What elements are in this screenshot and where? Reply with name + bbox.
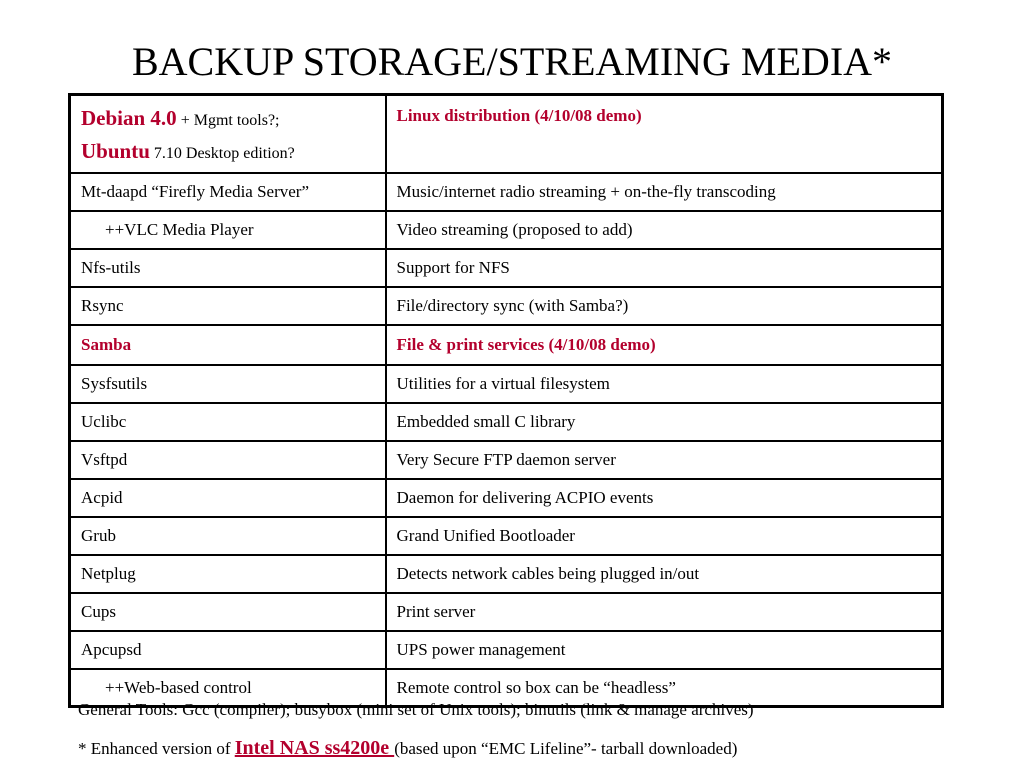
software-table	[68, 93, 944, 708]
table-row	[70, 593, 943, 631]
package-description: UPS power management	[386, 631, 943, 669]
package-description: Support for NFS	[386, 249, 943, 287]
table-row	[70, 441, 943, 479]
ubuntu-label: Ubuntu	[81, 139, 150, 163]
table-row	[70, 555, 943, 593]
table-row-highlight	[70, 325, 943, 365]
ubuntu-note: 7.10 Desktop edition?	[149, 145, 295, 162]
os-cell	[70, 95, 386, 173]
intel-nas-link[interactable]: Intel NAS ss4200e	[234, 737, 395, 759]
table-row	[70, 211, 943, 249]
package-description: Video streaming (proposed to add)	[386, 211, 943, 249]
package-name: Netplug	[70, 555, 386, 593]
debian-label: Debian 4.0	[81, 106, 177, 130]
package-description: Detects network cables being plugged in/out	[386, 555, 943, 593]
package-name: Vsftpd	[70, 441, 386, 479]
table-row	[70, 287, 943, 325]
package-description: Remote control so box can be “headless”	[386, 669, 943, 707]
table-row-header	[70, 95, 943, 173]
package-name: Sysfsutils	[70, 365, 386, 403]
package-name: Grub	[70, 517, 386, 555]
package-name: ++VLC Media Player	[70, 211, 386, 249]
package-name: Uclibc	[70, 403, 386, 441]
table-row	[70, 249, 943, 287]
note-suffix: (based upon “EMC Lifeline”- tarball downloaded)	[394, 739, 738, 758]
slide-title: BACKUP STORAGE/STREAMING MEDIA*	[131, 39, 893, 84]
package-name: Nfs-utils	[70, 249, 386, 287]
package-name: Apcupsd	[70, 631, 386, 669]
package-name: Acpid	[70, 479, 386, 517]
general-tools-note: General Tools: Gcc (compiler); busybox (mini set of Unix tools); binutils (link & manage archives)	[78, 700, 754, 719]
package-description: Very Secure FTP daemon server	[386, 441, 943, 479]
table-row	[70, 517, 943, 555]
table-row	[70, 173, 943, 211]
package-name: Mt-daapd “Firefly Media Server”	[70, 173, 386, 211]
enhanced-version-note	[78, 737, 737, 760]
debian-note: + Mgmt tools?;	[176, 112, 280, 129]
table-row	[70, 631, 943, 669]
package-description: Print server	[386, 593, 943, 631]
package-description: Utilities for a virtual filesystem	[386, 365, 943, 403]
package-description: File/directory sync (with Samba?)	[386, 287, 943, 325]
package-name: Cups	[70, 593, 386, 631]
package-description: Music/internet radio streaming + on-the-fly transcoding	[386, 173, 943, 211]
table-row	[70, 403, 943, 441]
package-name: ++Web-based control	[70, 669, 386, 707]
table-row	[70, 365, 943, 403]
package-description: File & print services (4/10/08 demo)	[386, 325, 943, 365]
os-description: Linux distribution (4/10/08 demo)	[386, 95, 943, 173]
package-name: Rsync	[70, 287, 386, 325]
package-name: Samba	[70, 325, 386, 365]
package-description: Grand Unified Bootloader	[386, 517, 943, 555]
package-description: Daemon for delivering ACPIO events	[386, 479, 943, 517]
table-row	[70, 479, 943, 517]
package-description: Embedded small C library	[386, 403, 943, 441]
note-prefix: * Enhanced version of	[78, 739, 235, 758]
